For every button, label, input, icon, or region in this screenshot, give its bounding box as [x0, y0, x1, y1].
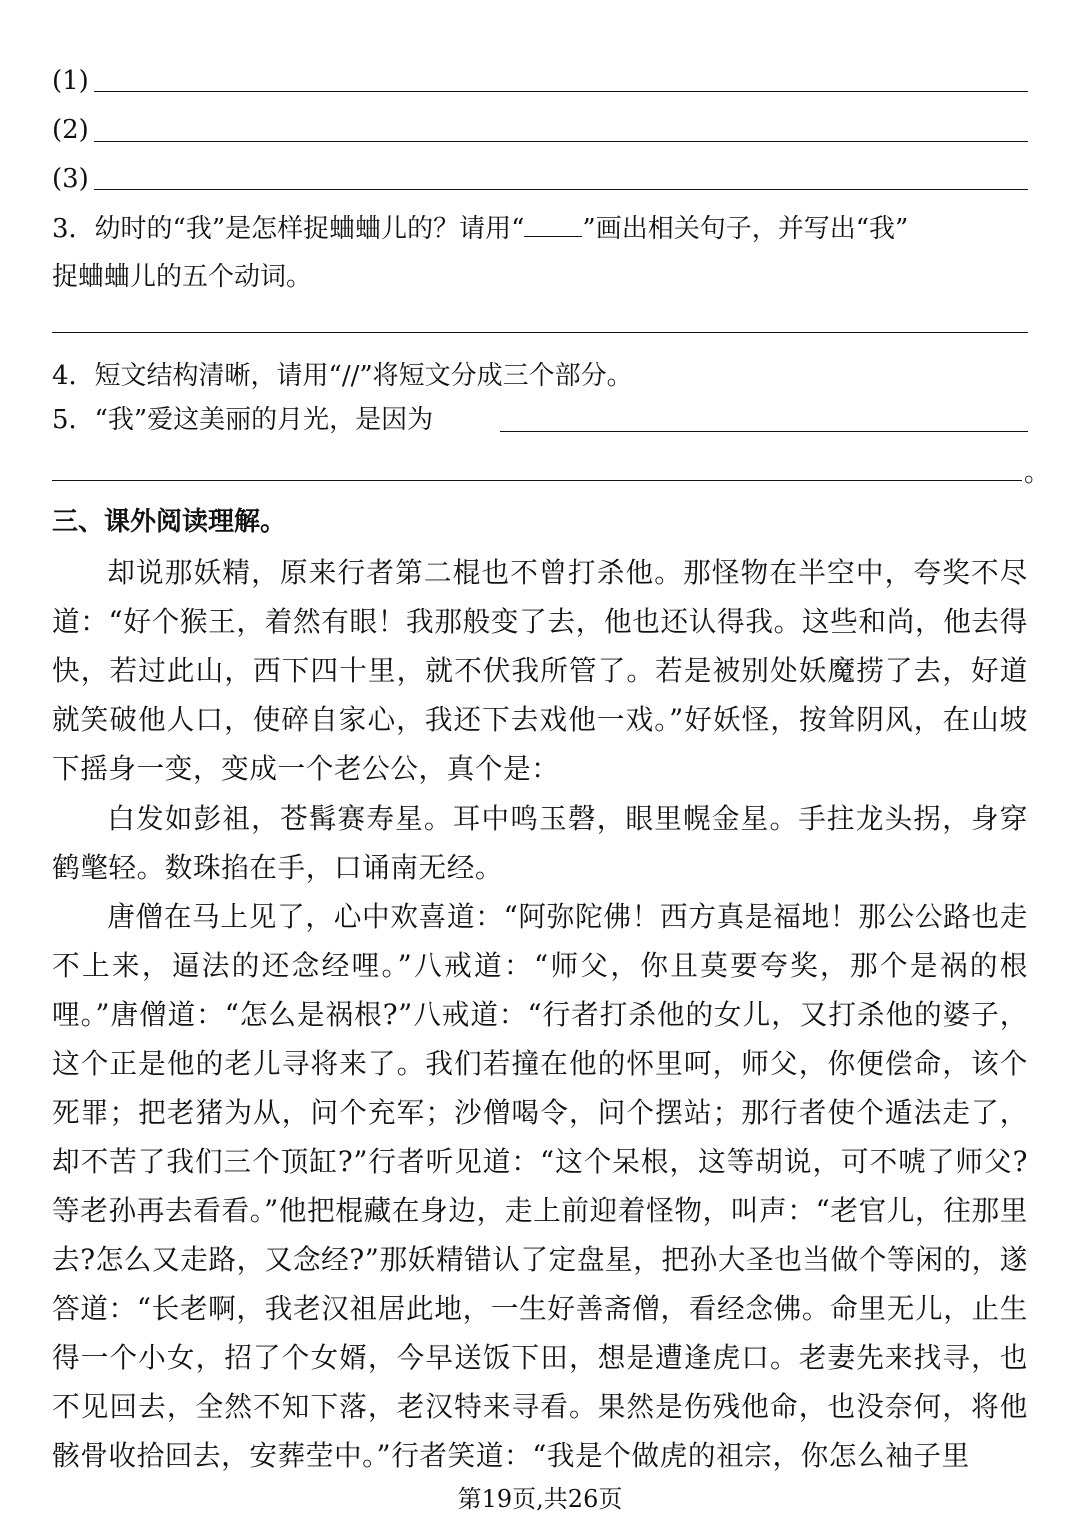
- question-3-suffix: ”画出相关句子，并写出“我”: [582, 214, 909, 244]
- answer-line-3[interactable]: [94, 189, 1028, 190]
- section-title: 三、课外阅读理解。: [52, 507, 287, 537]
- answer-line-q5[interactable]: [500, 431, 1028, 432]
- page-number: 第19页,共26页: [457, 1485, 623, 1513]
- question-3: [52, 214, 908, 244]
- answer-line-1[interactable]: [94, 91, 1028, 92]
- question-5: 5．“我”爱这美丽的月光，是因为: [52, 405, 434, 435]
- passage-paragraph-2: 白发如彭祖，苍髯赛寿星。耳中鸣玉磬，眼里幌金星。手拄龙头拐，身穿鹤氅轻。数珠掐在手，口诵南无经。: [52, 802, 1028, 884]
- answer-label-1: (1): [52, 66, 89, 96]
- question-3-prefix: 3．幼时的“我”是怎样捉蛐蛐儿的？请用“: [52, 214, 525, 244]
- underline-sample: [524, 214, 582, 237]
- answer-line-q5-2[interactable]: [52, 480, 1022, 481]
- passage-paragraph-1: 却说那妖精，原来行者第二棍也不曾打杀他。那怪物在半空中，夸奖不尽道：“好个猴王，着然有眼！我那般变了去，他也还认得我。这些和尚，他去得快，若过此山，西下四十里，就不伏我所管了。若是被别处妖魔捞了去，好道就笑破他人口，使碎自家心，我还下去戏他一戏。”好妖怪，按耸阴风，在山坡下摇身一变，变成一个老公公，真个是：: [52, 556, 1028, 785]
- answer-label-2: (2): [52, 115, 89, 145]
- passage-paragraph-3: 唐僧在马上见了，心中欢喜道：“阿弥陀佛！西方真是福地！那公公路也走不上来，逼法的还念经哩。”八戒道：“师父，你且莫要夸奖，那个是祸的根哩。”唐僧道：“怎么是祸根?”八戒道：“行者打杀他的女儿，又打杀他的婆子，这个正是他的老儿寻将来了。我们若撞在他的怀里呵，师父，你便偿命，该个死罪；把老猪为从，问个充军；沙僧喝令，问个摆站；那行者使个遁法走了，却不苦了我们三个顶缸?”行者听见道：“这个呆根，这等胡说，可不唬了师父?等老孙再去看看。”他把棍藏在身边，走上前迎着怪物，叫声：“老官儿，往那里去?怎么又走路，又念经?”那妖精错认了定盘星，把孙大圣也当做个等闲的，遂答道：“长老啊，我老汉祖居此地，一生好善斋僧，看经念佛。命里无儿，止生得一个小女，招了个女婿，今早送饭下田，想是遭逢虎口。老妻先来找寻，也不见回去，全然不知下落，老汉特来寻看。果然是伤残他命，也没奈何，将他骸骨收拾回去，安葬茔中。”行者笑道：“我是个做虎的祖宗，你怎么袖子里: [52, 900, 1028, 1472]
- answer-label-3: (3): [52, 164, 89, 194]
- answer-line-2[interactable]: [94, 141, 1028, 142]
- question-3-line-2: 捉蛐蛐儿的五个动词。: [52, 262, 313, 292]
- question-4: 4．短文结构清晰，请用“//”将短文分成三个部分。: [52, 361, 633, 391]
- question-5-period: 。: [1024, 458, 1051, 488]
- answer-line-q3[interactable]: [52, 332, 1028, 333]
